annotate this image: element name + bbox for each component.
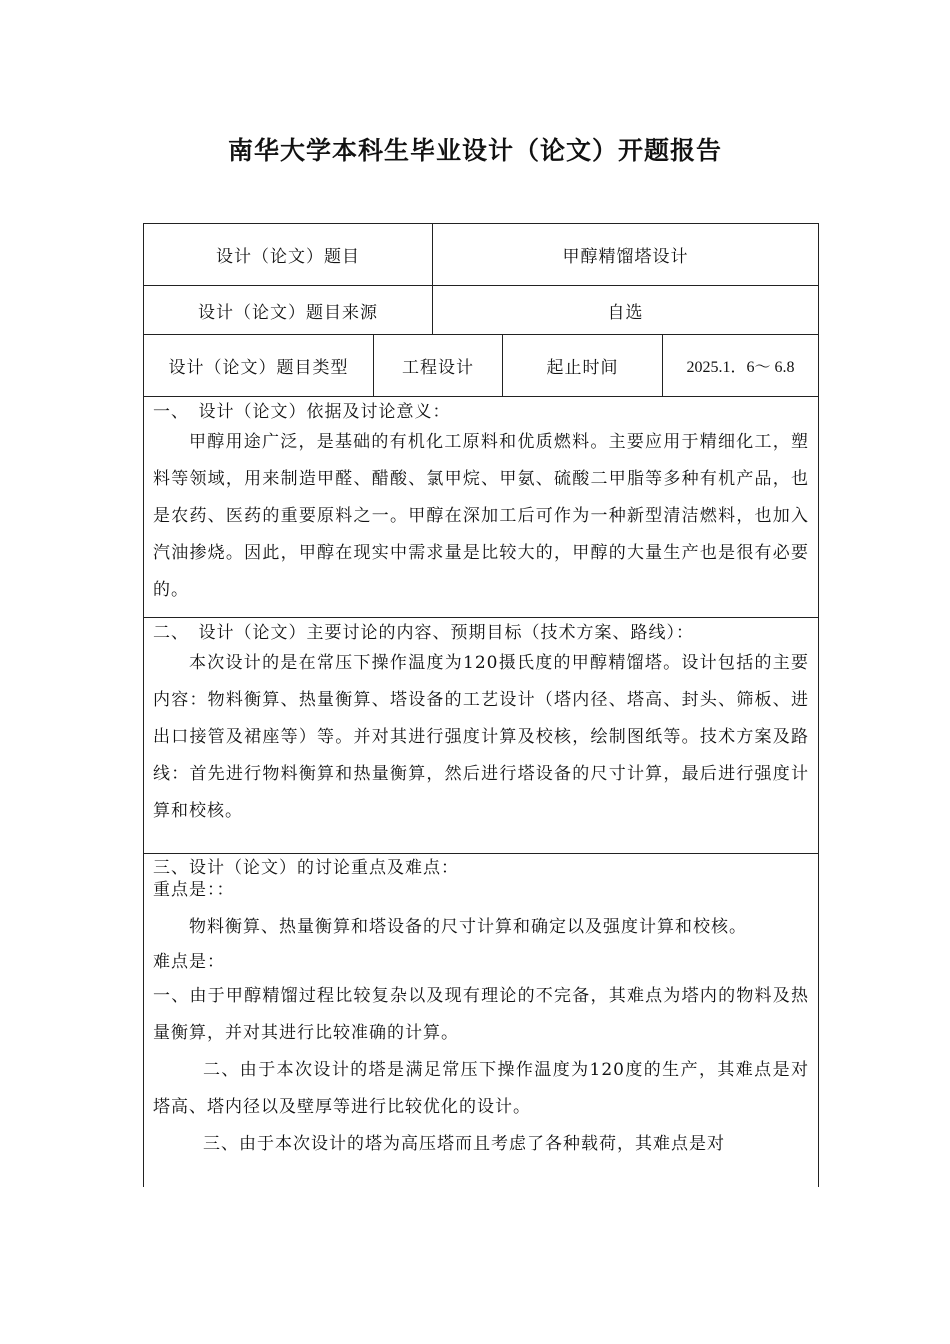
section-content	[153, 621, 809, 830]
section-heading: 二、 设计（论文）主要讨论的内容、预期目标（技术方案、路线）：	[153, 623, 694, 643]
difficulty-item: 一、由于甲醇精馏过程比较复杂以及现有理论的不完备，其难点为塔内的物料及热量衡算，并对其进行比较准确的计算。	[153, 986, 809, 1043]
type-value: 工程设计	[402, 358, 474, 378]
section-body: 甲醇用途广泛，是基础的有机化工原料和优质燃料。主要应用于精细化工，塑料等领域，用来制造甲醛、醋酸、氯甲烷、甲氨、硫酸二甲脂等多种有机产品，也是农药、医药的重要原料之一。甲醇在深加工后可作为一种新型清洁燃料，也加入汽油掺烧。因此，甲醇在现实中需求量是比较大的，甲醇的大量生产也是很有必要的。	[153, 432, 809, 600]
key-points-label: 重点是：：	[153, 880, 235, 900]
period-value: 2025.1．6～ 6.8	[686, 359, 795, 376]
type-label: 设计（论文）题目类型	[168, 358, 349, 378]
difficulty-label: 难点是：	[153, 952, 225, 972]
period-label: 起止时间	[546, 358, 619, 378]
key-points-body: 物料衡算、热量衡算和塔设备的尺寸计算和确定以及强度计算和校核。	[189, 917, 747, 937]
row-divider	[144, 853, 818, 854]
section-basis	[153, 400, 809, 609]
difficulty-item: 二、由于本次设计的塔是满足常压下操作温度为120度的生产，其难点是对塔高、塔内径以及壁厚等进行比较优化的设计。	[153, 1060, 809, 1117]
report-table	[143, 223, 819, 1187]
section-heading: 三、设计（论文）的讨论重点及难点：	[153, 858, 459, 878]
source-value: 自选	[607, 302, 644, 323]
section-difficulties	[153, 857, 809, 1163]
row-divider	[144, 396, 818, 397]
topic-label: 设计（论文）题目	[216, 247, 360, 267]
section-body: 本次设计的是在常压下操作温度为120摄氏度的甲醇精馏塔。设计包括的主要内容：物料衡算、热量衡算、塔设备的工艺设计（塔内径、塔高、封头、筛板、进出口接管及裙座等）等。并对其进行强度计算及校核，绘制图纸等。技术方案及路线：首先进行物料衡算和热量衡算，然后进行塔设备的尺寸计算，最后进行强度计算和校核。	[153, 653, 809, 821]
section-heading: 一、 设计（论文）依据及讨论意义：	[153, 402, 451, 422]
difficulty-item: 三、由于本次设计的塔为高压塔而且考虑了各种载荷，其难点是对	[203, 1134, 725, 1154]
topic-value: 甲醇精馏塔设计	[562, 247, 689, 267]
source-label: 设计（论文）题目来源	[198, 302, 378, 323]
row-divider	[144, 617, 818, 618]
document-title: 南华大学本科生毕业设计（论文）开题报告	[227, 136, 722, 165]
